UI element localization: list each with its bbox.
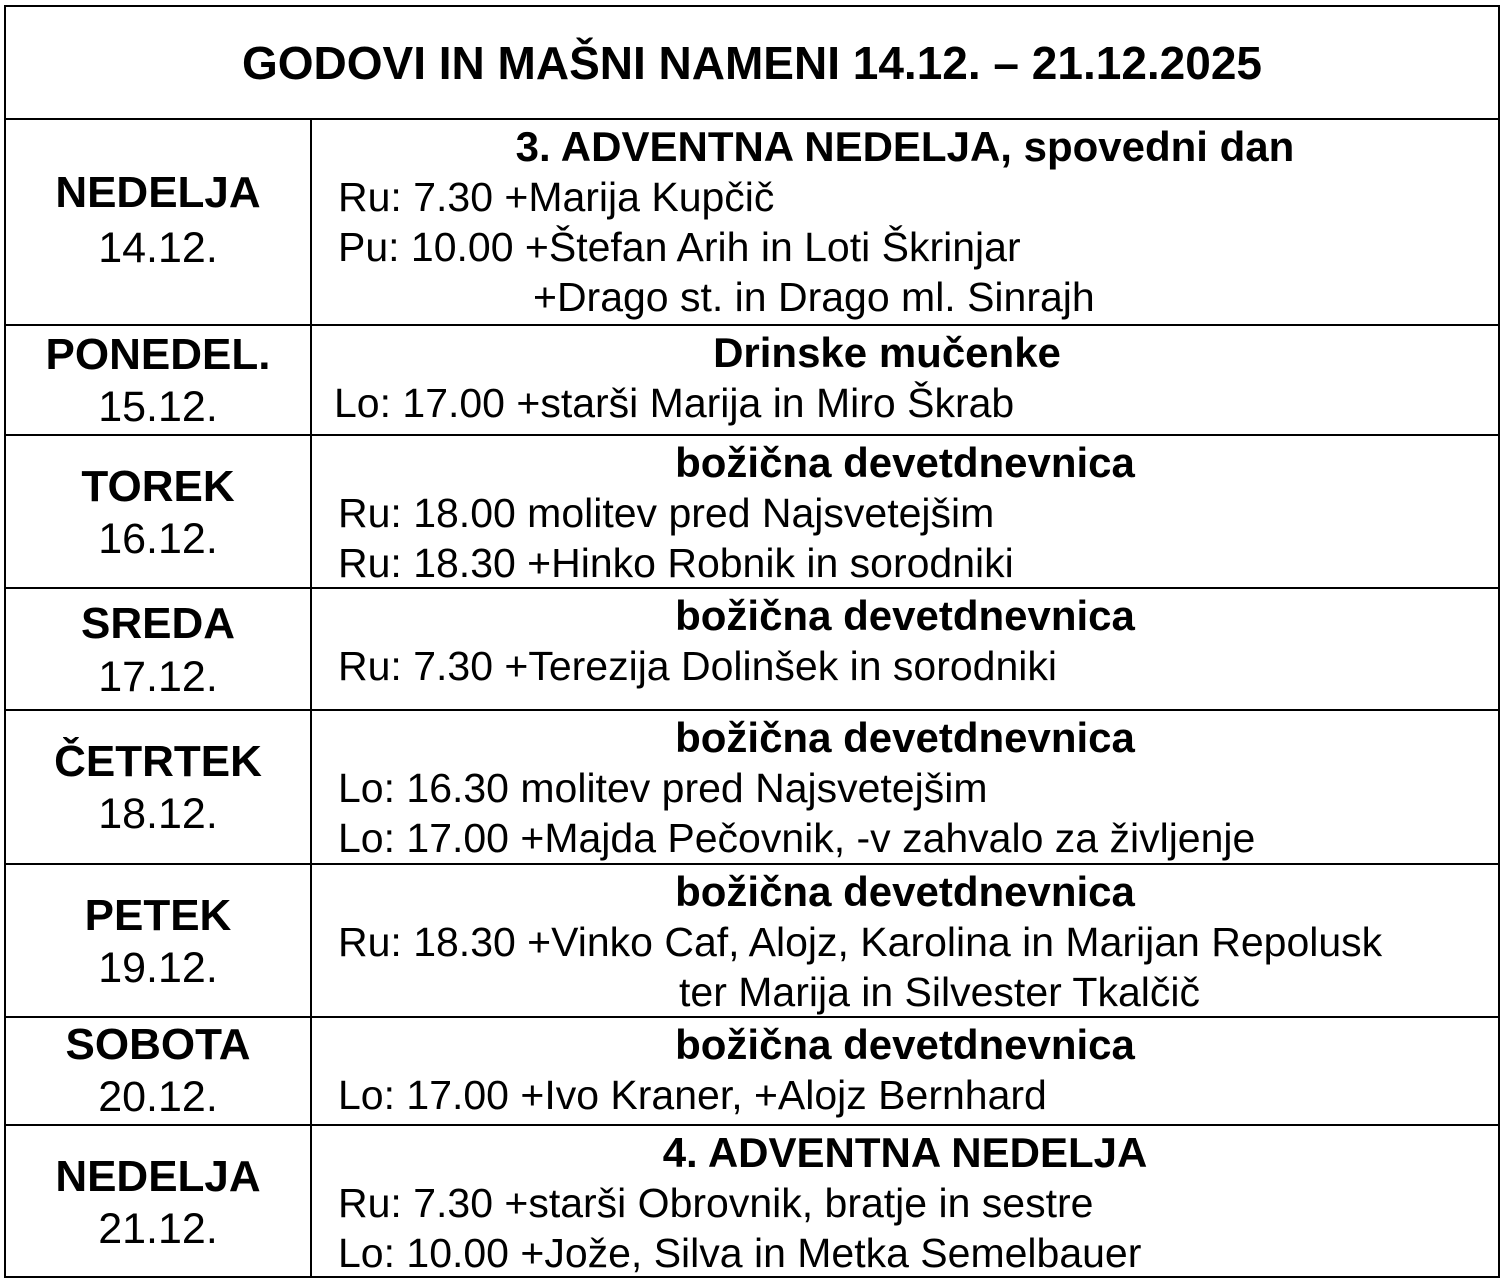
day-name: TOREK: [81, 462, 235, 511]
day-name: PONEDEL.: [45, 330, 271, 379]
day-cell: [6, 1126, 312, 1276]
feast-title: božična devetdnevnica: [675, 868, 1135, 915]
day-date: 15.12.: [98, 383, 218, 431]
day-row-sunday-14: [6, 120, 1498, 326]
mass-intentions-cell: [312, 436, 1498, 587]
mass-intention-line: Ru: 7.30 +Terezija Dolinšek in sorodniki: [338, 643, 1058, 689]
mass-intentions-cell: [312, 120, 1498, 324]
feast-title: božična devetdnevnica: [675, 714, 1135, 761]
day-cell: [6, 120, 312, 324]
mass-intention-line: Ru: 18.00 molitev pred Najsvetejšim: [338, 490, 995, 536]
day-date: 16.12.: [98, 515, 218, 563]
feast-title: 3. ADVENTNA NEDELJA, spovedni dan: [515, 123, 1295, 170]
mass-intentions-cell: [312, 589, 1498, 709]
schedule-table: [4, 5, 1500, 1278]
mass-intention-line: Ru: 18.30 +Vinko Caf, Alojz, Karolina in Marijan Repolusk: [338, 919, 1383, 965]
day-cell: [6, 711, 312, 863]
day-name: PETEK: [84, 891, 232, 940]
mass-intentions-cell: [312, 711, 1498, 863]
mass-intention-line: Ru: 18.30 +Hinko Robnik in sorodniki: [338, 540, 1014, 586]
day-row-tuesday-16: [6, 436, 1498, 589]
day-date: 18.12.: [98, 790, 218, 838]
mass-intention-line: Lo: 17.00 +Ivo Kraner, +Alojz Bernhard: [338, 1072, 1047, 1118]
feast-title: božična devetdnevnica: [675, 1021, 1135, 1068]
mass-intentions-cell: [312, 1018, 1498, 1124]
page-title: GODOVI IN MAŠNI NAMENI 14.12. – 21.12.2025: [6, 7, 1498, 120]
day-name: NEDELJA: [55, 168, 261, 217]
day-row-friday-19: [6, 865, 1498, 1018]
mass-intention-line: Lo: 17.00 +Majda Pečovnik, -v zahvalo za življenje: [338, 815, 1256, 861]
day-date: 17.12.: [98, 653, 218, 701]
day-date: 14.12.: [98, 224, 218, 272]
mass-intention-line: Ru: 7.30 +starši Obrovnik, bratje in sestre: [338, 1180, 1094, 1226]
mass-intention-line: Pu: 10.00 +Štefan Arih in Loti Škrinjar: [338, 224, 1021, 270]
day-date: 19.12.: [98, 944, 218, 992]
mass-intentions-cell: [312, 1126, 1498, 1276]
feast-title: Drinske mučenke: [713, 329, 1061, 376]
mass-intention-line: Lo: 10.00 +Jože, Silva in Metka Semelbauer: [338, 1230, 1142, 1276]
feast-title: božična devetdnevnica: [675, 439, 1135, 486]
mass-intentions-cell: [312, 865, 1498, 1016]
day-row-thursday-18: [6, 711, 1498, 865]
mass-intention-line: Lo: 16.30 molitev pred Najsvetejšim: [338, 765, 988, 811]
day-date: 20.12.: [98, 1073, 218, 1121]
day-cell: [6, 589, 312, 709]
day-name: SREDA: [80, 599, 236, 648]
mass-intention-line: Ru: 7.30 +Marija Kupčič: [338, 174, 775, 220]
day-row-monday-15: [6, 326, 1498, 436]
day-row-sunday-21: [6, 1126, 1498, 1276]
day-cell: [6, 326, 312, 434]
day-name: NEDELJA: [55, 1152, 261, 1201]
day-cell: [6, 436, 312, 587]
mass-intention-line: Lo: 17.00 +starši Marija in Miro Škrab: [334, 380, 1015, 426]
feast-title: božična devetdnevnica: [675, 592, 1135, 639]
day-row-saturday-20: [6, 1018, 1498, 1126]
day-date: 21.12.: [98, 1205, 218, 1253]
day-cell: [6, 865, 312, 1016]
mass-intention-line: ter Marija in Silvester Tkalčič: [679, 969, 1200, 1015]
mass-intentions-cell: [312, 326, 1498, 434]
day-name: SOBOTA: [65, 1020, 251, 1069]
feast-title: 4. ADVENTNA NEDELJA: [662, 1129, 1148, 1176]
day-name: ČETRTEK: [54, 737, 262, 786]
mass-intention-line: +Drago st. in Drago ml. Sinrajh: [533, 274, 1095, 320]
day-cell: [6, 1018, 312, 1124]
day-row-wednesday-17: [6, 589, 1498, 711]
